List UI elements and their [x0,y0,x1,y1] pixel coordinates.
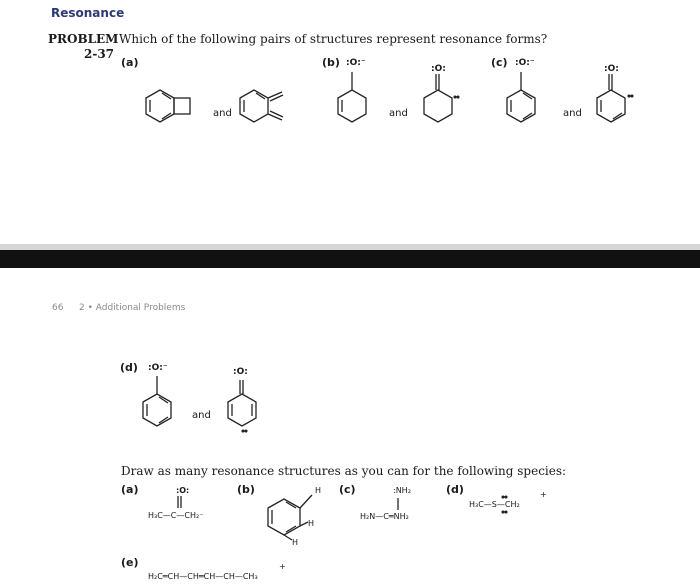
draw-e-formula: H₂C═CH—CH═CH—CH—CH₃ [148,572,258,581]
and-text-c: and [563,108,582,119]
draw-question: Draw as many resonance structures as you can for the following species: [121,464,567,478]
oxygen-label-c2: :O: [604,64,619,74]
page-section: 2 • Additional Problems [79,303,186,313]
draw-c-formula: H₂N—C═NH₂ [360,512,409,521]
and-text-a: and [213,108,232,119]
oxygen-label-d1: :O:⁻ [148,363,168,373]
and-text-b: and [389,108,408,119]
oxygen-label-b1: :O:⁻ [346,58,366,68]
draw-d-formula: H₃C—S—CH₂ [469,500,520,509]
draw-part-e: (e) [121,556,139,569]
draw-a-oxygen: :O: [176,486,190,495]
problem-label: PROBLEM [48,32,119,46]
draw-part-c: (c) [339,483,356,496]
draw-d-charge: + [540,490,547,499]
oxygen-label-c1: :O:⁻ [515,58,535,68]
oxygen-label-d2: :O: [233,367,248,377]
draw-part-d: (d) [446,483,464,496]
draw-b-h-top: H [315,486,322,495]
draw-b-h-right: H [308,519,315,528]
oxygen-label-b2: :O: [431,64,446,74]
draw-b-h-bottom: H [292,538,299,547]
part-b-label: (b) [322,56,340,69]
problem-question: Which of the following pairs of structures represent resonance forms? [119,32,548,46]
problem-number: 2-37 [84,47,115,61]
part-c-label: (c) [491,56,508,69]
draw-e-charge: + [279,562,286,571]
and-text-d: and [192,410,211,421]
draw-part-a: (a) [121,483,139,496]
draw-c-nh2: :NH₂ [393,486,411,495]
section-title: Resonance [51,6,125,20]
draw-a-formula: H₃C—C—CH₂⁻ [148,511,204,520]
part-a-label: (a) [121,56,139,69]
draw-part-b: (b) [237,483,255,496]
part-d-label: (d) [120,361,138,374]
page-number: 66 [52,303,64,313]
